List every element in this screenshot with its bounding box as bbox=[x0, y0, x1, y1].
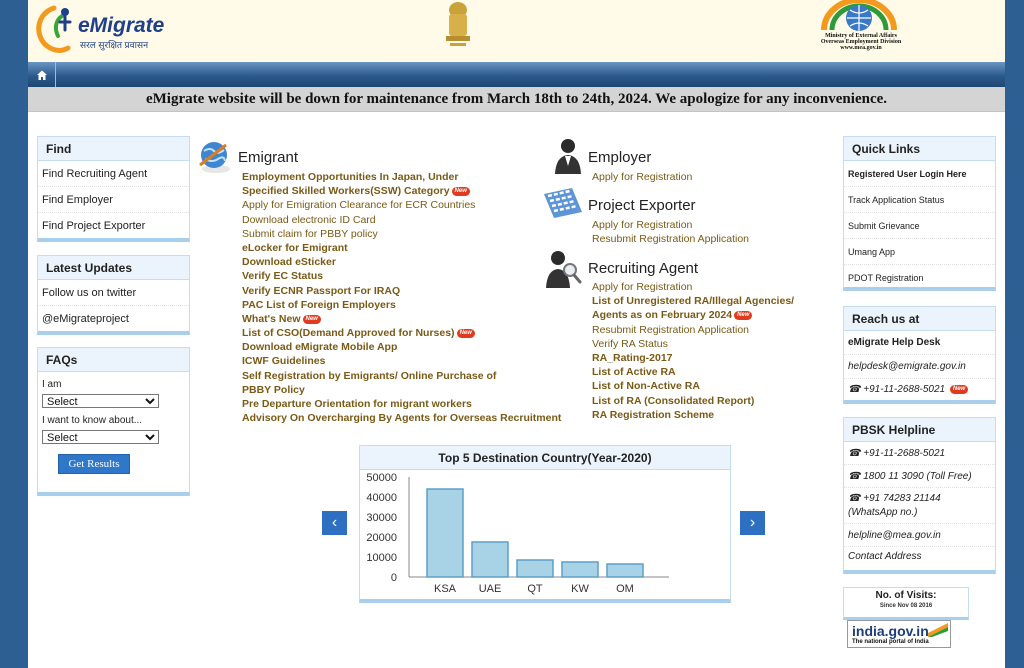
mea-line-1: Ministry of External Affairs bbox=[825, 33, 897, 39]
y-tick-label: 0 bbox=[390, 572, 397, 584]
quick-links-box bbox=[843, 136, 996, 291]
reach-us-title: Reach us at bbox=[844, 307, 995, 331]
track-application-status-link[interactable]: Track Application Status bbox=[844, 187, 995, 213]
pbsk-phone-3-row bbox=[844, 488, 995, 524]
bar-ksa[interactable] bbox=[427, 489, 463, 577]
find-employer-link[interactable]: Find Employer bbox=[38, 187, 189, 213]
india-gov-name: india.gov.in bbox=[852, 623, 929, 639]
i-am-select[interactable] bbox=[42, 394, 159, 408]
project-exporter-link[interactable] bbox=[592, 232, 749, 246]
i-am-select-wrap bbox=[38, 394, 189, 408]
twitter-handle-link[interactable]: @eMigrateproject bbox=[42, 313, 129, 325]
recruiting-agent-link[interactable] bbox=[592, 379, 794, 393]
link-text: Download electronic ID Card bbox=[242, 213, 376, 226]
link-text: Download eMigrate Mobile App bbox=[242, 341, 398, 354]
helpdesk-phone[interactable]: +91-11-2688-5021 bbox=[863, 384, 946, 395]
pdot-registration-link[interactable]: PDOT Registration bbox=[848, 273, 924, 283]
home-icon bbox=[36, 69, 48, 81]
y-tick-label: 40000 bbox=[366, 492, 397, 504]
pbsk-phone-1[interactable]: +91-11-2688-5021 bbox=[863, 448, 946, 459]
recruiting-agent-title: Recruiting Agent bbox=[588, 260, 699, 277]
nav-bar bbox=[28, 62, 1005, 87]
recruiting-agent-link[interactable] bbox=[592, 408, 794, 422]
bar-om[interactable] bbox=[607, 564, 643, 577]
recruiting-agent-links bbox=[592, 280, 794, 422]
umang-app-link[interactable]: Umang App bbox=[844, 239, 995, 265]
emigrant-links bbox=[242, 170, 561, 425]
find-recruiting-agent-link[interactable]: Find Recruiting Agent bbox=[38, 161, 189, 187]
new-badge: New bbox=[303, 315, 321, 324]
faqs-box bbox=[37, 347, 190, 496]
x-tick-label: KSA bbox=[433, 583, 457, 595]
y-tick-label: 30000 bbox=[366, 512, 397, 524]
recruiting-agent-link[interactable] bbox=[592, 351, 794, 365]
chevron-right-icon: › bbox=[749, 514, 756, 531]
phone-icon: ☎ bbox=[848, 448, 861, 459]
recruiting-agent-link[interactable] bbox=[592, 337, 794, 351]
bar-uae[interactable] bbox=[472, 542, 508, 577]
get-results-button[interactable]: Get Results bbox=[58, 454, 130, 474]
link-text: List of Active RA bbox=[592, 366, 676, 379]
y-tick-label: 20000 bbox=[366, 532, 397, 544]
india-flag-icon bbox=[928, 623, 948, 637]
reach-us-box bbox=[843, 306, 996, 404]
link-text: ICWF Guidelines bbox=[242, 355, 326, 368]
visits-since: Since Nov 08 2016 bbox=[879, 603, 933, 609]
emigrant-link[interactable] bbox=[242, 298, 561, 312]
link-text: Specified Skilled Workers(SSW) Category bbox=[242, 185, 450, 198]
link-text: Download eSticker bbox=[242, 256, 336, 269]
brand-tagline: सरल सुरक्षित प्रवासन bbox=[80, 40, 149, 50]
emigrant-link[interactable] bbox=[242, 170, 561, 184]
project-exporter-links bbox=[592, 218, 749, 246]
follow-twitter-link[interactable]: Follow us on twitter bbox=[38, 280, 189, 306]
link-text: PAC List of Foreign Employers bbox=[242, 298, 396, 311]
carousel-prev-button[interactable] bbox=[322, 511, 347, 535]
emigrant-link[interactable] bbox=[242, 411, 561, 425]
emigrant-link[interactable] bbox=[242, 227, 561, 241]
emigrate-logo-icon[interactable] bbox=[32, 2, 78, 56]
link-text: Verify ECNR Passport For IRAQ bbox=[242, 284, 401, 297]
link-text: Resubmit Registration Application bbox=[592, 233, 749, 246]
emigrant-link[interactable] bbox=[242, 184, 561, 198]
destination-bar-chart bbox=[360, 470, 730, 600]
helpdesk-label: eMigrate Help Desk bbox=[844, 331, 995, 355]
recruiting-agent-icon bbox=[544, 248, 582, 288]
recruiting-agent-link[interactable] bbox=[592, 365, 794, 379]
mea-logo-icon bbox=[814, 0, 904, 32]
destination-chart-box bbox=[359, 445, 731, 603]
emigrant-link[interactable] bbox=[242, 255, 561, 269]
link-text: Apply for Registration bbox=[592, 219, 693, 231]
know-about-select-wrap bbox=[38, 430, 189, 444]
emigrant-link[interactable] bbox=[242, 340, 561, 354]
phone-icon: ☎ bbox=[848, 493, 861, 504]
visits-label: No. of Visits: bbox=[875, 590, 937, 601]
mea-text bbox=[798, 33, 924, 51]
find-title: Find bbox=[38, 137, 189, 161]
link-text: List of Unregistered RA/Illegal Agencies/ bbox=[592, 295, 795, 308]
helpdesk-phone-row bbox=[844, 379, 995, 401]
link-text: Employment Opportunities In Japan, Under bbox=[242, 171, 459, 183]
y-tick-label: 10000 bbox=[366, 552, 397, 564]
link-text: RA_Rating-2017 bbox=[592, 351, 673, 364]
emigrant-link[interactable] bbox=[242, 326, 561, 340]
link-text: Advisory On Overcharging By Agents for Overseas Recruitment bbox=[242, 412, 562, 425]
link-text: RA Registration Scheme bbox=[592, 408, 715, 421]
page bbox=[28, 0, 1005, 668]
link-text: Resubmit Registration Application bbox=[592, 323, 749, 336]
faqs-title: FAQs bbox=[38, 348, 189, 372]
emigrant-link[interactable] bbox=[242, 284, 561, 298]
mea-line-2: Overseas Employment Division bbox=[820, 39, 902, 45]
registered-user-login-link[interactable]: Registered User Login Here bbox=[844, 161, 995, 187]
mea-line-3: www.mea.gov.in bbox=[840, 45, 882, 51]
x-tick-label: KW bbox=[571, 583, 589, 595]
bar-qt[interactable] bbox=[517, 560, 553, 577]
emigrant-title: Emigrant bbox=[238, 149, 299, 166]
link-text: Apply for Emigration Clearance for ECR Countries bbox=[242, 199, 476, 212]
maintenance-announcement: eMigrate website will be down for maintenance from March 18th to 24th, 2024. We apologize for any inconvenience. bbox=[28, 87, 1005, 112]
latest-updates-title: Latest Updates bbox=[38, 256, 189, 280]
find-box bbox=[37, 136, 190, 242]
link-text: List of RA (Consolidated Report) bbox=[592, 394, 755, 407]
link-text: Pre Departure Orientation for migrant workers bbox=[242, 398, 472, 410]
helpdesk-email[interactable]: helpdesk@emigrate.gov.in bbox=[844, 355, 995, 379]
pbsk-phone-1-row bbox=[844, 442, 995, 465]
link-text: List of Non-Active RA bbox=[592, 380, 700, 393]
recruiting-agent-link[interactable] bbox=[592, 323, 794, 337]
project-exporter-title: Project Exporter bbox=[588, 197, 696, 214]
contact-address-link[interactable]: Contact Address bbox=[848, 551, 922, 562]
x-tick-label: UAE bbox=[478, 583, 502, 595]
recruiting-agent-link[interactable] bbox=[592, 280, 794, 294]
globe-icon bbox=[196, 139, 234, 175]
know-about-label: I want to know about... bbox=[42, 415, 143, 426]
i-am-label: I am bbox=[42, 379, 62, 390]
link-text: What's New bbox=[242, 312, 301, 325]
emigrant-link[interactable] bbox=[242, 213, 561, 227]
link-text: Agents as on February 2024 bbox=[592, 309, 733, 322]
visit-counter bbox=[843, 587, 969, 620]
emigrant-link[interactable] bbox=[242, 354, 561, 368]
emigrant-link[interactable] bbox=[242, 198, 561, 212]
employer-link[interactable] bbox=[592, 170, 692, 184]
emigrant-link[interactable] bbox=[242, 269, 561, 283]
emigrant-link[interactable] bbox=[242, 241, 561, 255]
pbsk-title: PBSK Helpline bbox=[844, 418, 995, 442]
link-text: eLocker for Emigrant bbox=[242, 241, 348, 254]
phone-icon: ☎ bbox=[848, 471, 861, 482]
x-tick-label: OM bbox=[616, 583, 634, 595]
employer-title: Employer bbox=[588, 149, 652, 166]
new-badge: New bbox=[734, 311, 752, 320]
home-button[interactable] bbox=[28, 62, 56, 87]
link-text: PBBY Policy bbox=[242, 383, 305, 396]
latest-updates-box bbox=[37, 255, 190, 335]
link-text: Verify RA Status bbox=[592, 337, 668, 350]
find-project-exporter-link[interactable]: Find Project Exporter bbox=[42, 220, 146, 232]
project-exporter-link[interactable] bbox=[592, 218, 749, 232]
national-emblem-icon bbox=[440, 0, 476, 50]
quick-links-title: Quick Links bbox=[844, 137, 995, 161]
link-text: Submit claim for PBBY policy bbox=[242, 227, 378, 240]
india-gov-subtitle: The national portal of India bbox=[852, 639, 929, 645]
pbsk-whatsapp-note: (WhatsApp no.) bbox=[848, 507, 918, 518]
link-text: List of CSO(Demand Approved for Nurses) bbox=[242, 327, 455, 340]
new-badge: New bbox=[950, 385, 968, 394]
site-header bbox=[28, 0, 1005, 62]
pbsk-phone-2-row bbox=[844, 465, 995, 488]
new-badge: New bbox=[452, 187, 470, 196]
submit-grievance-link[interactable]: Submit Grievance bbox=[844, 213, 995, 239]
bar-kw[interactable] bbox=[562, 562, 598, 577]
know-about-select[interactable] bbox=[42, 430, 159, 444]
recruiting-agent-link[interactable] bbox=[592, 308, 794, 322]
recruiting-agent-link[interactable] bbox=[592, 294, 794, 308]
employer-icon bbox=[552, 136, 584, 174]
phone-icon: ☎ bbox=[848, 384, 861, 395]
emigrant-link[interactable] bbox=[242, 397, 561, 411]
chevron-left-icon: ‹ bbox=[331, 514, 338, 531]
emigrant-link[interactable] bbox=[242, 383, 561, 397]
india-gov-banner[interactable] bbox=[847, 620, 951, 648]
brand-name: eMigrate bbox=[78, 14, 165, 37]
emigrant-link[interactable] bbox=[242, 312, 561, 326]
emigrant-link[interactable] bbox=[242, 369, 561, 383]
link-text: Apply for Registration bbox=[592, 171, 693, 183]
link-text: Self Registration by Emigrants/ Online Purchase of bbox=[242, 369, 497, 382]
pbsk-phone-3[interactable]: +91 74283 21144 bbox=[863, 493, 941, 504]
y-tick-label: 50000 bbox=[366, 472, 397, 484]
link-text: Apply for Registration bbox=[592, 281, 693, 293]
chart-title: Top 5 Destination Country(Year-2020) bbox=[360, 446, 730, 470]
project-exporter-icon bbox=[542, 186, 584, 222]
link-text: Verify EC Status bbox=[242, 270, 324, 283]
x-tick-label: QT bbox=[527, 583, 543, 595]
new-badge: New bbox=[457, 329, 475, 338]
recruiting-agent-link[interactable] bbox=[592, 394, 794, 408]
employer-links bbox=[592, 170, 692, 184]
pbsk-email[interactable]: helpline@mea.gov.in bbox=[844, 524, 995, 547]
pbsk-helpline-box bbox=[843, 417, 996, 574]
pbsk-phone-2[interactable]: 1800 11 3090 (Toll Free) bbox=[863, 471, 972, 482]
carousel-next-button[interactable] bbox=[740, 511, 765, 535]
